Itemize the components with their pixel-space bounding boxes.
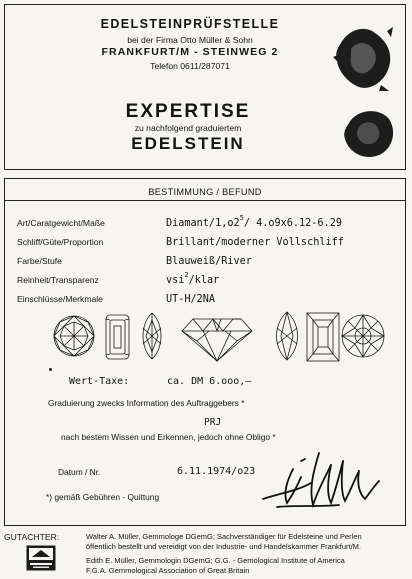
field-label: Art/Caratgewicht/Maße [17, 218, 105, 228]
lab-name: EDELSTEINPRÜFSTELLE [100, 17, 280, 31]
field-row-reinheit [17, 270, 397, 286]
field-row-einschluesse [17, 289, 397, 305]
handwritten-signature [257, 447, 392, 513]
value-part: Diamant/1,o2 [166, 218, 240, 229]
field-value: UT-H/2NA [166, 294, 216, 305]
value-superscript: 2 [184, 271, 189, 279]
field-label: Reinheit/Transparenz [17, 275, 99, 285]
value-amount: ca. DM 6.ooo,— [167, 376, 252, 387]
field-row-farbe [17, 251, 397, 267]
baguette-cut-icon [307, 313, 339, 361]
field-value: Blauweiß/River [166, 256, 252, 267]
association-seal-icon [26, 545, 56, 571]
grading-note: Graduierung zwecks Information des Auftraggebers * [48, 398, 245, 408]
brilliant-profile-icon [182, 319, 252, 361]
section-divider [5, 200, 405, 201]
initials: PRJ [204, 417, 222, 428]
rose-cut-icon [342, 315, 384, 357]
footer [0, 526, 412, 579]
value-suffix: /klar [188, 275, 220, 286]
expertise-title: EXPERTISE [125, 101, 251, 122]
value-part: vsi [166, 275, 185, 286]
navette-cut-icon [277, 312, 298, 360]
field-value [166, 214, 342, 229]
field-value [166, 271, 219, 286]
appraiser-line-3: Edith E. Müller, Gemmologin DGemG; G.G. - Gemological Institute of America [86, 556, 345, 565]
date-value: 6.11.1974/o23 [177, 466, 256, 477]
marquise-cut-icon [143, 313, 161, 359]
edelstein-title: EDELSTEIN [131, 134, 245, 153]
value-superscript: 5 [239, 214, 244, 222]
address-line: FRANKFURT/M - STEINWEG 2 [101, 46, 279, 58]
date-label: Datum / Nr. [58, 467, 101, 477]
emerald-cut-icon [106, 315, 129, 359]
expertise-subtitle: zu nachfolgend graduiertem [134, 123, 242, 133]
field-row-art [17, 213, 397, 229]
appraiser-line-4: F.G.A. Gemmological Association of Great Britain [86, 566, 250, 575]
ink-stamp-upper [331, 23, 397, 95]
field-label: Farbe/Stufe [17, 256, 62, 266]
appraiser-line-2: öffentlich bestellt und vereidigt von der Industrie- und Handelskammer Frankfurt/M. [86, 542, 361, 551]
bullet-mark [49, 368, 52, 371]
header-panel [4, 4, 406, 170]
field-label: Schliff/Güte/Proportion [17, 237, 104, 247]
befund-panel [4, 178, 406, 526]
value-label: Wert-Taxe: [69, 376, 130, 387]
gem-cut-diagrams [5, 311, 403, 369]
disclaimer: nach bestem Wissen und Erkennen, jedoch ohne Obligo * [61, 432, 276, 442]
value-suffix: / 4.o9x6.12-6.29 [243, 218, 342, 229]
fee-note: *) gemäß Gebühren - Quittung [46, 492, 160, 502]
field-label: Einschlüsse/Merkmale [17, 294, 103, 304]
appraiser-label: GUTACHTER: [4, 532, 60, 542]
ink-stamp-lower [341, 105, 397, 161]
firm-line: bei der Firma Otto Müller & Sohn [127, 35, 253, 45]
field-row-schliff [17, 232, 397, 248]
section-title: BESTIMMUNG / BEFUND [148, 187, 262, 197]
field-value: Brillant/moderner Vollschliff [166, 237, 344, 248]
telephone-line: Telefon 0611/287071 [150, 61, 230, 71]
appraiser-line-1: Walter A. Müller, Gemmologe DGemG; Sachverständiger für Edelsteine und Perlen [86, 532, 362, 541]
round-brilliant-icon [54, 316, 94, 356]
